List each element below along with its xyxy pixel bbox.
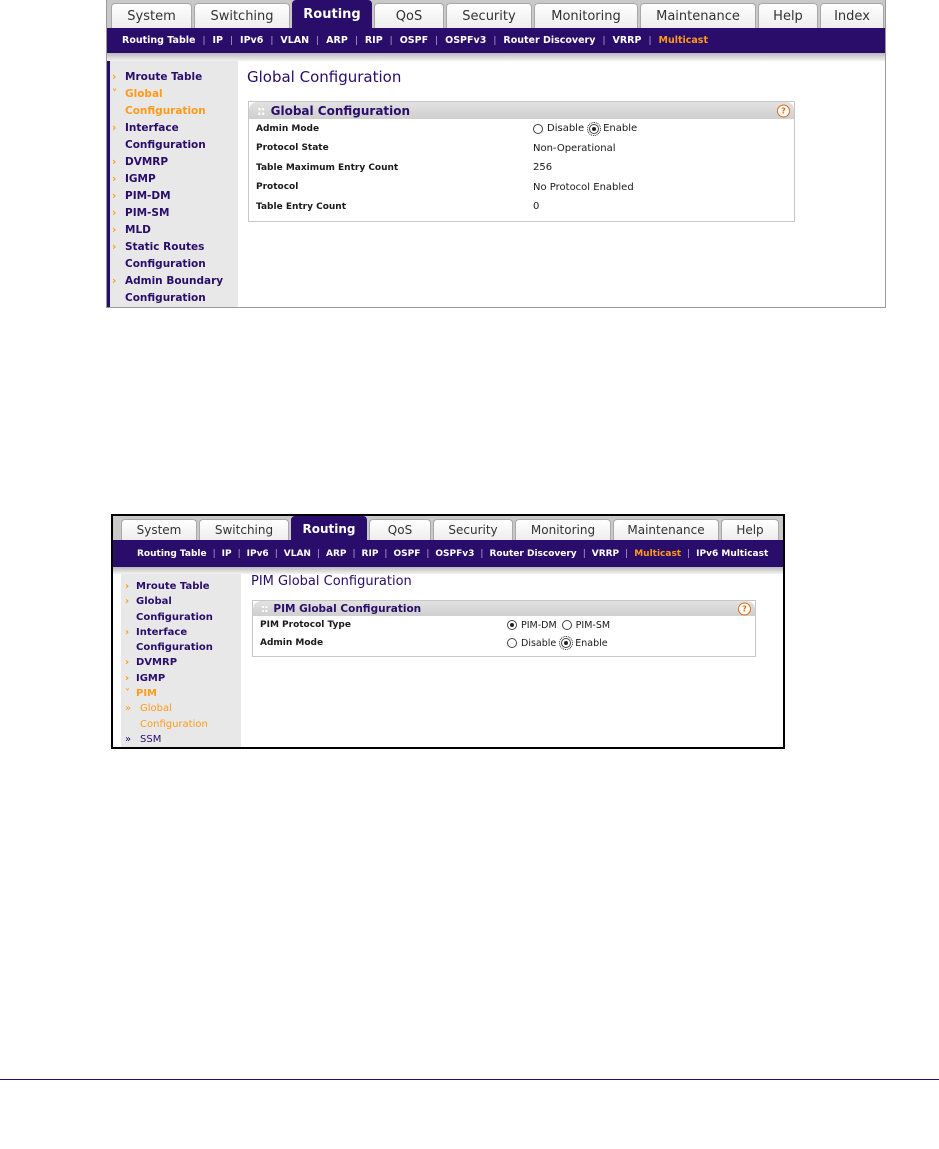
chevron-right-icon: › bbox=[112, 224, 117, 236]
subnav-separator: | bbox=[270, 35, 274, 46]
routing-sub-nav bbox=[107, 28, 885, 53]
sidebar-item-label: DVMRP bbox=[125, 156, 169, 168]
page-footer-rule bbox=[0, 1079, 939, 1080]
sidebar-item-mroute-table[interactable] bbox=[110, 69, 238, 86]
sidebar-item-global-configuration-sub[interactable] bbox=[121, 701, 241, 732]
subnav-separator: | bbox=[230, 35, 234, 46]
page-title: Global Configuration bbox=[247, 68, 402, 86]
pim-protocol-type-options bbox=[507, 620, 610, 631]
table-max-entry-count-value: 256 bbox=[533, 162, 553, 174]
table-entry-count-label: Table Entry Count bbox=[256, 201, 347, 212]
pim-global-configuration-screenshot bbox=[111, 514, 785, 749]
tab-maintenance[interactable]: Maintenance bbox=[613, 519, 719, 540]
subnav-separator: | bbox=[316, 548, 320, 559]
subnav-ipv6-multicast[interactable]: IPv6 Multicast bbox=[696, 548, 769, 559]
sidebar-item-global-configuration[interactable] bbox=[121, 594, 241, 625]
sidebar-item-label: Admin Boundary Configuration bbox=[125, 275, 224, 304]
double-chevron-icon: » bbox=[125, 703, 132, 715]
sidebar-item-label: Interface Configuration bbox=[125, 122, 206, 151]
subnav-multicast[interactable]: Multicast bbox=[634, 548, 682, 559]
sidebar-item-label: Mroute Table bbox=[136, 581, 210, 592]
table-max-entry-count-row bbox=[249, 158, 794, 178]
subnav-separator: | bbox=[687, 548, 691, 559]
table-max-entry-count-label: Table Maximum Entry Count bbox=[256, 162, 399, 173]
subnav-separator: | bbox=[389, 35, 393, 46]
admin-mode-enable-label: Enable bbox=[603, 123, 638, 135]
subnav-ipv6[interactable]: IPv6 bbox=[240, 35, 264, 46]
admin-mode-enable-label: Enable bbox=[575, 637, 608, 649]
sidebar-item-dvmrp[interactable] bbox=[110, 154, 238, 171]
subnav-ospfv3[interactable]: OSPFv3 bbox=[435, 548, 475, 559]
tab-switching[interactable]: Switching bbox=[199, 519, 289, 540]
tab-qos[interactable]: QoS bbox=[374, 3, 444, 28]
nav-shadow-bar bbox=[107, 53, 885, 61]
sidebar-item-admin-boundary-configuration[interactable] bbox=[110, 273, 238, 307]
tab-system[interactable]: System bbox=[111, 3, 192, 28]
pim-protocol-type-row bbox=[253, 616, 755, 634]
tab-switching[interactable]: Switching bbox=[194, 3, 290, 28]
subnav-routing-table[interactable]: Routing Table bbox=[122, 35, 196, 46]
subnav-routing-table[interactable]: Routing Table bbox=[137, 548, 207, 559]
tab-security[interactable]: Security bbox=[446, 3, 532, 28]
sidebar-item-interface-configuration[interactable] bbox=[110, 120, 238, 154]
panel-title: Global Configuration bbox=[270, 103, 411, 118]
admin-mode-disable-label: Disable bbox=[521, 637, 557, 649]
pim-sm-radio[interactable] bbox=[562, 620, 572, 630]
help-icon[interactable]: ? bbox=[777, 104, 790, 117]
nav-shadow-bar bbox=[113, 567, 783, 574]
subnav-ip[interactable]: IP bbox=[221, 548, 232, 559]
sidebar-item-pim[interactable] bbox=[121, 686, 241, 701]
subnav-ip[interactable]: IP bbox=[212, 35, 223, 46]
multicast-side-nav bbox=[107, 61, 238, 307]
main-tab-bar bbox=[107, 0, 885, 28]
sidebar-item-label: DVMRP bbox=[136, 657, 178, 669]
subnav-vlan[interactable]: VLAN bbox=[283, 548, 311, 559]
main-tab-bar bbox=[113, 516, 783, 540]
sidebar-item-label: Global Configuration bbox=[140, 703, 208, 730]
pim-sm-label: PIM-SM bbox=[575, 619, 611, 631]
sidebar-item-static-routes-configuration[interactable] bbox=[110, 239, 238, 273]
admin-mode-options bbox=[533, 123, 637, 134]
page-title: PIM Global Configuration bbox=[251, 574, 412, 589]
subnav-separator: | bbox=[316, 35, 320, 46]
tab-index[interactable]: Index bbox=[820, 3, 884, 28]
sidebar-item-mld[interactable] bbox=[110, 222, 238, 239]
subnav-separator: | bbox=[602, 35, 606, 46]
subnav-separator: | bbox=[384, 548, 388, 559]
tab-qos[interactable]: QoS bbox=[369, 519, 431, 540]
subnav-vrrp[interactable]: VRRP bbox=[612, 35, 642, 46]
tab-monitoring[interactable]: Monitoring bbox=[534, 3, 638, 28]
subnav-arp[interactable]: ARP bbox=[326, 548, 347, 559]
multicast-side-nav bbox=[121, 574, 241, 747]
tab-help[interactable]: Help bbox=[758, 3, 818, 28]
subnav-vlan[interactable]: VLAN bbox=[280, 35, 310, 46]
sidebar-item-label: PIM-DM bbox=[125, 190, 171, 202]
sidebar-item-label: IGMP bbox=[125, 173, 156, 185]
chevron-right-icon: › bbox=[112, 71, 117, 83]
chevron-right-icon: › bbox=[125, 581, 130, 592]
tab-help[interactable]: Help bbox=[721, 519, 779, 540]
tab-routing[interactable]: Routing bbox=[291, 516, 367, 540]
tab-routing[interactable]: Routing bbox=[292, 0, 372, 28]
chevron-right-icon: › bbox=[125, 596, 130, 608]
drag-grip-icon: :: bbox=[257, 103, 265, 118]
chevron-right-icon: › bbox=[125, 672, 130, 684]
tab-maintenance[interactable]: Maintenance bbox=[640, 3, 756, 28]
admin-mode-row bbox=[249, 119, 794, 139]
sidebar-item-label: IGMP bbox=[136, 672, 166, 684]
pim-dm-label: PIM-DM bbox=[521, 619, 557, 631]
subnav-separator: | bbox=[426, 548, 430, 559]
panel-header bbox=[253, 601, 755, 616]
sidebar-item-label: PIM-SM bbox=[125, 207, 170, 219]
sidebar-item-dvmrp[interactable] bbox=[121, 655, 241, 670]
sidebar-item-ssm-sub[interactable] bbox=[121, 732, 241, 747]
chevron-right-icon: › bbox=[125, 626, 130, 638]
chevron-right-icon: › bbox=[112, 241, 117, 253]
admin-mode-enable-radio[interactable] bbox=[561, 638, 571, 648]
global-configuration-screenshot bbox=[106, 0, 886, 308]
subnav-separator: | bbox=[237, 548, 241, 559]
subnav-ospfv3[interactable]: OSPFv3 bbox=[445, 35, 487, 46]
tab-security[interactable]: Security bbox=[433, 519, 513, 540]
sidebar-item-label: MLD bbox=[125, 224, 151, 236]
chevron-right-icon: › bbox=[112, 173, 117, 185]
sidebar-item-label: Static Routes Configuration bbox=[125, 241, 206, 270]
admin-mode-disable-radio[interactable] bbox=[507, 638, 517, 648]
subnav-separator: | bbox=[582, 548, 586, 559]
sidebar-item-label: Global Configuration bbox=[125, 88, 206, 117]
subnav-separator: | bbox=[480, 548, 484, 559]
chevron-right-icon: › bbox=[112, 122, 117, 134]
subnav-multicast[interactable]: Multicast bbox=[658, 35, 708, 46]
global-configuration-panel bbox=[248, 101, 795, 222]
chevron-down-icon: ˅ bbox=[112, 88, 118, 100]
subnav-router-discovery[interactable]: Router Discovery bbox=[489, 548, 577, 559]
admin-mode-disable-radio[interactable] bbox=[533, 124, 543, 134]
sidebar-item-label: SSM bbox=[140, 733, 162, 745]
chevron-down-icon: ˅ bbox=[125, 688, 130, 700]
sidebar-item-label: PIM bbox=[136, 688, 158, 700]
double-chevron-icon: » bbox=[125, 733, 132, 745]
sidebar-item-label: Mroute Table bbox=[125, 71, 203, 83]
table-entry-count-value: 0 bbox=[533, 201, 540, 213]
panel-title: PIM Global Configuration bbox=[273, 602, 422, 615]
routing-sub-nav bbox=[113, 540, 783, 567]
sidebar-item-label: Interface Configuration bbox=[136, 626, 213, 654]
subnav-separator: | bbox=[212, 548, 216, 559]
subnav-separator: | bbox=[274, 548, 278, 559]
subnav-arp[interactable]: ARP bbox=[326, 35, 348, 46]
pim-protocol-type-label: PIM Protocol Type bbox=[260, 620, 351, 630]
sidebar-item-interface-configuration[interactable] bbox=[121, 625, 241, 656]
sidebar-item-label: Global Configuration bbox=[136, 596, 213, 623]
admin-mode-options bbox=[507, 638, 608, 649]
admin-mode-enable-radio[interactable] bbox=[589, 124, 599, 134]
chevron-right-icon: › bbox=[125, 657, 130, 669]
chevron-right-icon: › bbox=[112, 190, 117, 202]
subnav-ospf[interactable]: OSPF bbox=[399, 35, 429, 46]
subnav-router-discovery[interactable]: Router Discovery bbox=[503, 35, 596, 46]
sidebar-item-pim-sm[interactable] bbox=[110, 205, 238, 222]
pim-global-configuration-panel bbox=[252, 600, 756, 657]
admin-mode-disable-label: Disable bbox=[547, 123, 585, 135]
subnav-separator: | bbox=[354, 35, 358, 46]
panel-header bbox=[249, 102, 794, 119]
subnav-separator: | bbox=[202, 35, 206, 46]
protocol-value: No Protocol Enabled bbox=[533, 181, 634, 193]
sidebar-item-global-configuration[interactable] bbox=[110, 86, 238, 120]
chevron-right-icon: › bbox=[112, 156, 117, 168]
admin-mode-label: Admin Mode bbox=[256, 123, 320, 134]
protocol-label: Protocol bbox=[256, 182, 299, 193]
table-entry-count-row bbox=[249, 197, 794, 217]
subnav-separator: | bbox=[648, 35, 652, 46]
chevron-right-icon: › bbox=[112, 207, 117, 219]
admin-mode-label: Admin Mode bbox=[260, 638, 324, 648]
subnav-rip[interactable]: RIP bbox=[361, 548, 379, 559]
sidebar-item-mroute-table[interactable] bbox=[121, 579, 241, 594]
subnav-separator: | bbox=[493, 35, 497, 46]
subnav-ospf[interactable]: OSPF bbox=[393, 548, 421, 559]
sidebar-item-igmp[interactable] bbox=[110, 171, 238, 188]
subnav-ipv6[interactable]: IPv6 bbox=[246, 548, 269, 559]
protocol-state-value: Non-Operational bbox=[533, 142, 616, 154]
tab-system[interactable]: System bbox=[121, 519, 197, 540]
protocol-state-label: Protocol State bbox=[256, 143, 329, 154]
protocol-row bbox=[249, 178, 794, 198]
drag-grip-icon: :: bbox=[261, 602, 268, 615]
chevron-right-icon: › bbox=[112, 275, 117, 287]
subnav-vrrp[interactable]: VRRP bbox=[591, 548, 620, 559]
subnav-separator: | bbox=[352, 548, 356, 559]
help-icon[interactable]: ? bbox=[738, 602, 751, 615]
admin-mode-row bbox=[253, 634, 755, 652]
pim-dm-radio[interactable] bbox=[507, 620, 517, 630]
subnav-separator: | bbox=[625, 548, 629, 559]
subnav-rip[interactable]: RIP bbox=[364, 35, 383, 46]
subnav-separator: | bbox=[435, 35, 439, 46]
protocol-state-row bbox=[249, 139, 794, 159]
sidebar-item-igmp[interactable] bbox=[121, 671, 241, 686]
sidebar-item-pim-dm[interactable] bbox=[110, 188, 238, 205]
tab-monitoring[interactable]: Monitoring bbox=[515, 519, 611, 540]
